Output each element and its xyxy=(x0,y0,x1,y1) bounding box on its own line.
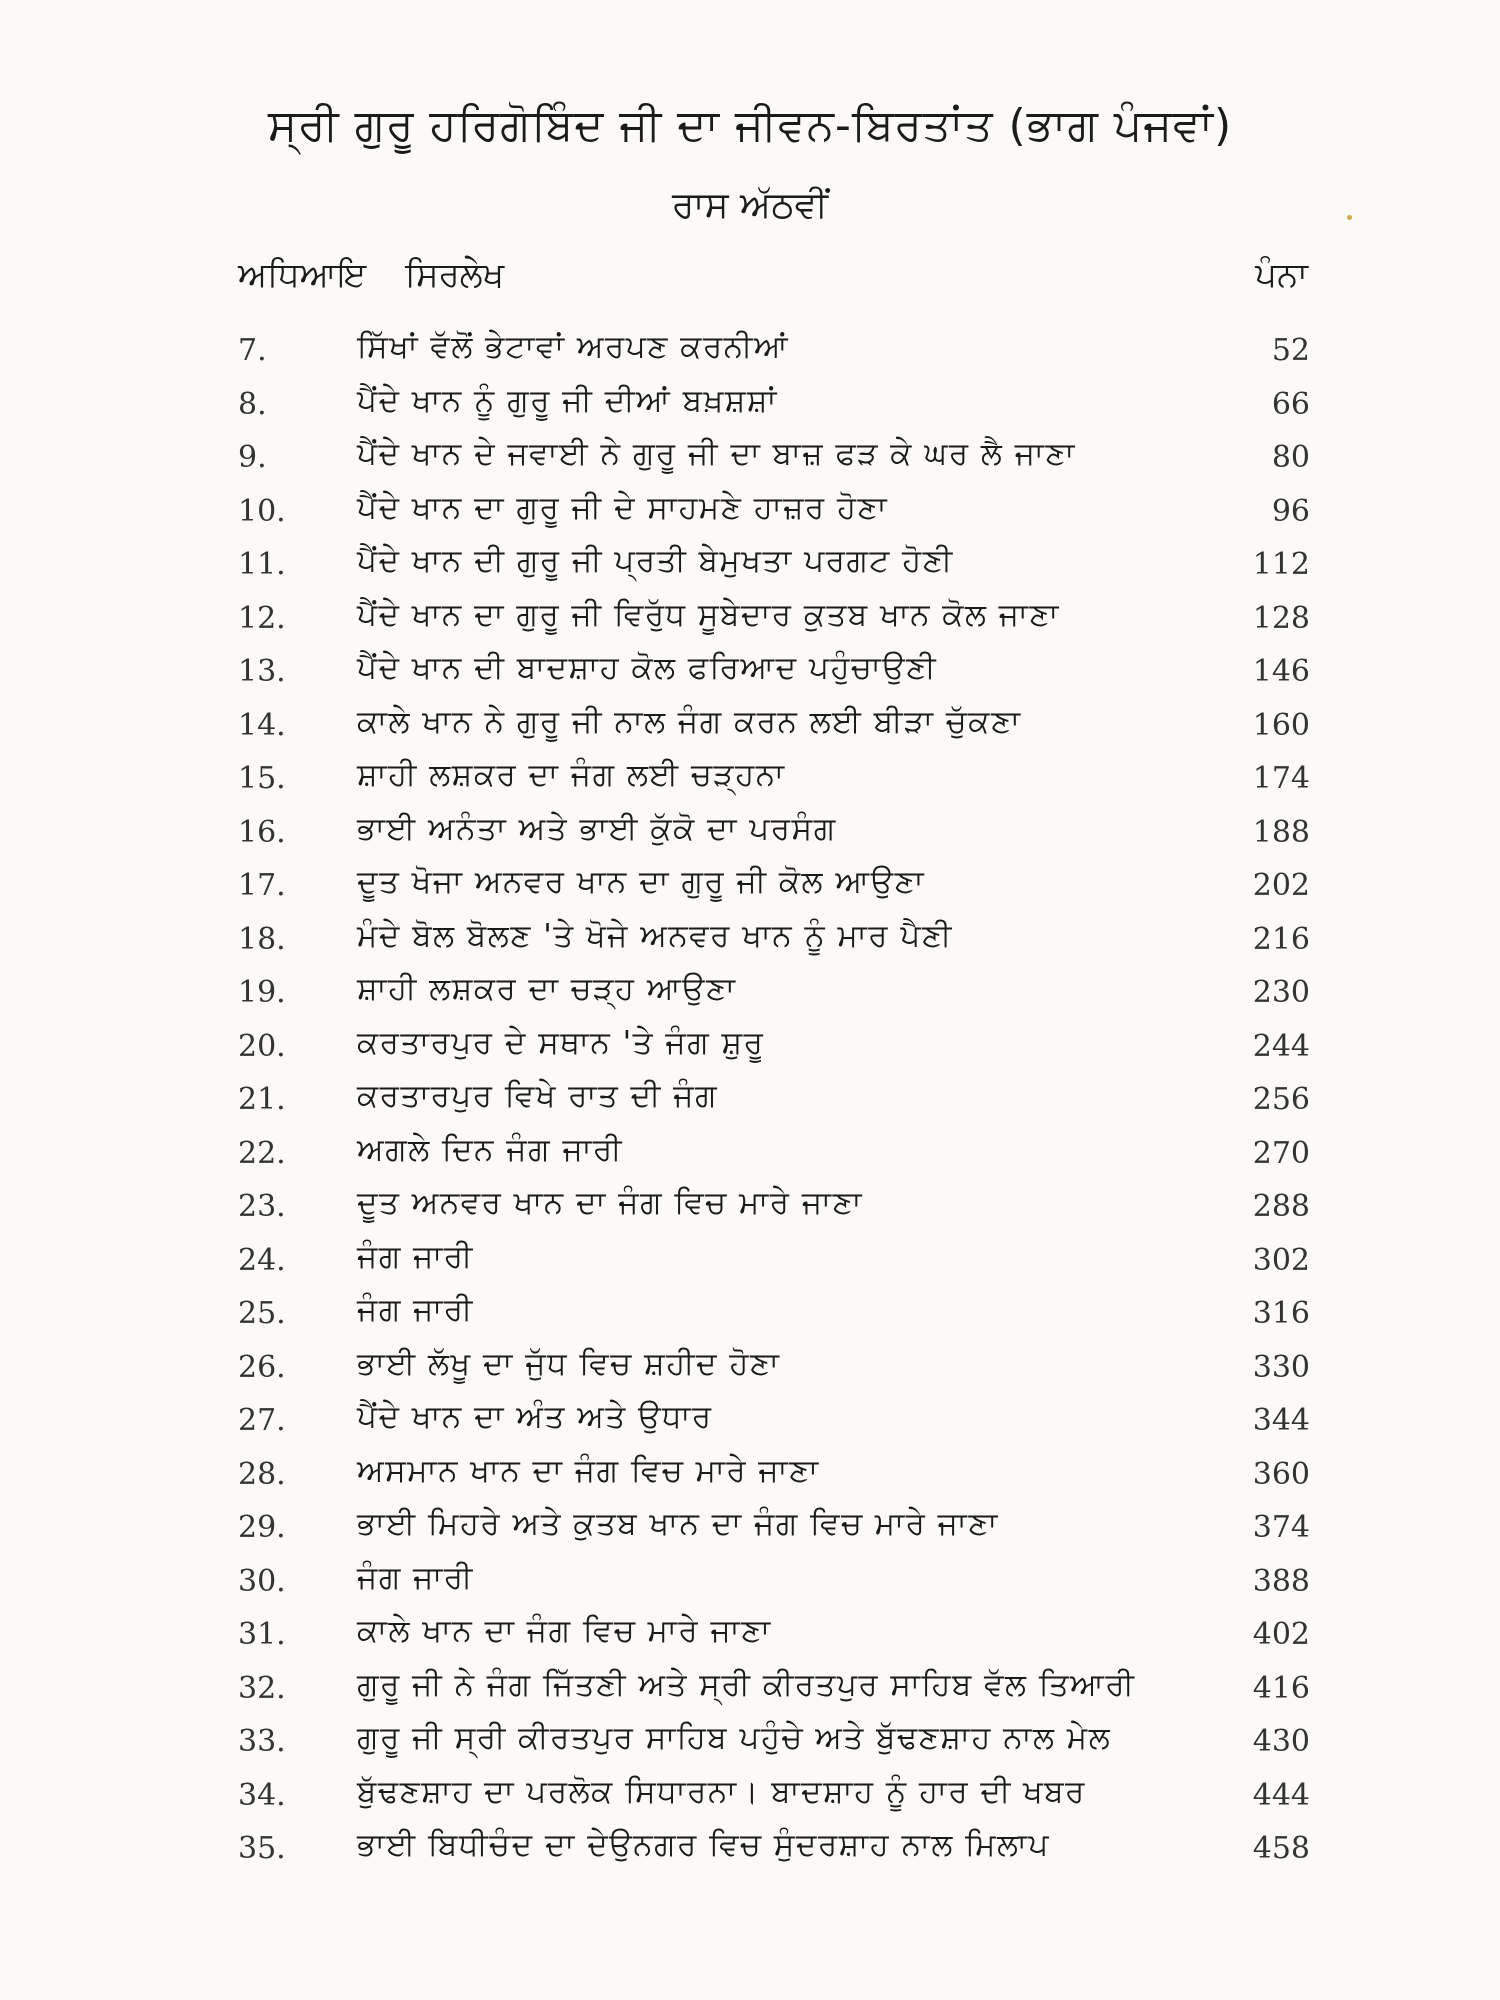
page-number: 128 xyxy=(1252,600,1310,636)
toc-entry xyxy=(0,1395,1500,1449)
page-number: 316 xyxy=(1252,1296,1310,1331)
toc-entry xyxy=(0,700,1500,754)
chapter-number: 9. xyxy=(238,440,267,475)
chapter-title: ਗੁਰੂ ਜੀ ਨੇ ਜੰਗ ਜਿੱਤਣੀ ਅਤੇ ਸ੍ਰੀ ਕੀਰਤਪੁਰ ਸਾਹਿਬ ਵੱਲ ਤਿਆਰੀ xyxy=(357,1666,1136,1703)
chapter-number: 17. xyxy=(238,868,286,903)
toc-entry xyxy=(0,860,1500,914)
page-number: 302 xyxy=(1252,1242,1310,1278)
page-number: 188 xyxy=(1252,814,1310,850)
page-number: 444 xyxy=(1252,1777,1310,1813)
chapter-number: 24. xyxy=(238,1242,286,1278)
chapter-title: ਕਾਲੇ ਖਾਨ ਨੇ ਗੁਰੂ ਜੀ ਨਾਲ ਜੰਗ ਕਰਨ ਲਈ ਬੀੜਾ ਚੁੱਕਣਾ xyxy=(357,703,1022,740)
toc-entry xyxy=(0,379,1500,433)
chapter-number: 12. xyxy=(238,600,286,636)
column-header-chapter: ਅਧਿਆਇ xyxy=(238,255,367,295)
chapter-title: ਕਾਲੇ ਖਾਨ ਦਾ ਜੰਗ ਵਿਚ ਮਾਰੇ ਜਾਣਾ xyxy=(357,1613,772,1649)
toc-entry xyxy=(0,1663,1500,1717)
toc-entry xyxy=(0,486,1500,540)
page-number: 202 xyxy=(1252,868,1310,903)
toc-entry xyxy=(0,967,1500,1021)
toc-entry xyxy=(0,807,1500,861)
chapter-number: 33. xyxy=(238,1724,286,1759)
chapter-title: ਭਾਈ ਮਿਹਰੇ ਅਤੇ ਕੁਤਬ ਖਾਨ ਦਾ ਜੰਗ ਵਿਚ ਮਾਰੇ ਜਾਣਾ xyxy=(357,1506,999,1542)
page-number: 174 xyxy=(1252,761,1310,796)
chapter-title: ਗੁਰੂ ਜੀ ਸ੍ਰੀ ਕੀਰਤਪੁਰ ਸਾਹਿਬ ਪਹੁੰਚੇ ਅਤੇ ਬੁੱਢਣਸ਼ਾਹ ਨਾਲ ਮੇਲ xyxy=(357,1720,1112,1756)
chapter-number: 21. xyxy=(238,1082,286,1117)
chapter-number: 16. xyxy=(238,814,286,850)
chapter-number: 34. xyxy=(238,1777,286,1813)
chapter-title: ਜੰਗ ਜਾਰੀ xyxy=(357,1559,474,1596)
page-number: 374 xyxy=(1252,1510,1310,1545)
chapter-title: ਸ਼ਾਹੀ ਲਸ਼ਕਰ ਦਾ ਚੜ੍ਹ ਆਉਣਾ xyxy=(357,971,737,1007)
page-number: 52 xyxy=(1271,333,1310,368)
chapter-title: ਬੁੱਢਣਸ਼ਾਹ ਦਾ ਪਰਲੋਕ ਸਿਧਾਰਨਾ। ਬਾਦਸ਼ਾਹ ਨੂੰ ਹਾਰ ਦੀ ਖਬਰ xyxy=(357,1773,1086,1810)
chapter-number: 28. xyxy=(238,1456,286,1492)
chapter-number: 8. xyxy=(238,386,267,422)
chapter-number: 11. xyxy=(238,547,286,582)
toc-entry xyxy=(0,914,1500,968)
toc-entry xyxy=(0,1342,1500,1396)
book-title: ਸ੍ਰੀ ਗੁਰੂ ਹਰਿਗੋਬਿੰਦ ਜੀ ਦਾ ਜੀਵਨ-ਬਿਰਤਾਂਤ (ਭਾਗ ਪੰਜਵਾਂ) xyxy=(267,100,1233,151)
chapter-title: ਪੈਂਦੇ ਖਾਨ ਦਾ ਗੁਰੂ ਜੀ ਦੇ ਸਾਹਮਣੇ ਹਾਜ਼ਰ ਹੋਣਾ xyxy=(357,489,889,526)
chapter-number: 27. xyxy=(238,1403,286,1438)
chapter-title: ਭਾਈ ਬਿਧੀਚੰਦ ਦਾ ਦੇਉਨਗਰ ਵਿਚ ਸੁੰਦਰਸ਼ਾਹ ਨਾਲ ਮਿਲਾਪ xyxy=(357,1827,1050,1863)
paper-speck xyxy=(1347,215,1352,220)
page-number: 112 xyxy=(1252,547,1310,582)
chapter-title: ਕਰਤਾਰਪੁਰ ਦੇ ਸਥਾਨ 'ਤੇ ਜੰਗ ਸ਼ੁਰੂ xyxy=(357,1024,765,1061)
page-number: 416 xyxy=(1252,1670,1310,1706)
chapter-number: 25. xyxy=(238,1296,286,1331)
chapter-title: ਅਗਲੇ ਦਿਨ ਜੰਗ ਜਾਰੀ xyxy=(357,1131,624,1168)
page-number: 244 xyxy=(1252,1028,1310,1064)
toc-entry xyxy=(0,325,1500,379)
toc-entry xyxy=(0,1074,1500,1128)
chapter-number: 31. xyxy=(238,1617,286,1652)
chapter-number: 26. xyxy=(238,1349,286,1385)
chapter-number: 18. xyxy=(238,921,286,957)
chapter-title: ਪੈਂਦੇ ਖਾਨ ਦੇ ਜਵਾਈ ਨੇ ਗੁਰੂ ਜੀ ਦਾ ਬਾਜ਼ ਫੜ ਕੇ ਘਰ ਲੈ ਜਾਣਾ xyxy=(357,436,1076,472)
toc-entry xyxy=(0,432,1500,486)
chapter-number: 35. xyxy=(238,1831,286,1866)
page-number: 160 xyxy=(1252,707,1310,743)
page-number: 430 xyxy=(1252,1724,1310,1759)
toc-entry xyxy=(0,1235,1500,1289)
toc-entry xyxy=(0,1181,1500,1235)
page-number: 360 xyxy=(1252,1456,1310,1492)
chapter-title: ਪੈਂਦੇ ਖਾਨ ਦਾ ਅੰਤ ਅਤੇ ਉਧਾਰ xyxy=(357,1399,713,1435)
chapter-number: 29. xyxy=(238,1510,286,1545)
chapter-number: 14. xyxy=(238,707,286,743)
chapter-number: 20. xyxy=(238,1028,286,1064)
page-number: 256 xyxy=(1252,1082,1310,1117)
page-number: 230 xyxy=(1252,975,1310,1010)
toc-entry xyxy=(0,1823,1500,1877)
page-number: 80 xyxy=(1271,440,1310,475)
toc-entry xyxy=(0,1609,1500,1663)
chapter-title: ਪੈਂਦੇ ਖਾਨ ਦਾ ਗੁਰੂ ਜੀ ਵਿਰੁੱਧ ਸੂਬੇਦਾਰ ਕੁਤਬ ਖਾਨ ਕੋਲ ਜਾਣਾ xyxy=(357,596,1060,633)
page-number: 330 xyxy=(1252,1349,1310,1385)
page-number: 344 xyxy=(1252,1403,1310,1438)
book-subtitle: ਰਾਸ ਅੱਠਵੀਂ xyxy=(671,185,829,226)
toc-entry xyxy=(0,1449,1500,1503)
toc-entry xyxy=(0,1128,1500,1182)
chapter-title: ਦੂਤ ਅਨਵਰ ਖਾਨ ਦਾ ਜੰਗ ਵਿਚ ਮਾਰੇ ਜਾਣਾ xyxy=(357,1185,864,1221)
chapter-title: ਭਾਈ ਲੱਖੂ ਦਾ ਜੁੱਧ ਵਿਚ ਸ਼ਹੀਦ ਹੋਣਾ xyxy=(357,1345,781,1382)
page-number: 388 xyxy=(1252,1563,1310,1599)
toc-entry xyxy=(0,593,1500,647)
chapter-number: 13. xyxy=(238,654,286,689)
toc-entry xyxy=(0,1716,1500,1770)
toc-entry xyxy=(0,1556,1500,1610)
chapter-number: 15. xyxy=(238,761,286,796)
toc-entry xyxy=(0,646,1500,700)
toc-entry xyxy=(0,1502,1500,1556)
page-number: 270 xyxy=(1252,1135,1310,1171)
chapter-title: ਜੰਗ ਜਾਰੀ xyxy=(357,1238,474,1275)
chapter-title: ਸਿੱਖਾਂ ਵੱਲੋਂ ਭੇਟਾਵਾਂ ਅਰਪਣ ਕਰਨੀਆਂ xyxy=(357,329,790,365)
chapter-number: 19. xyxy=(238,975,286,1010)
chapter-title: ਜੰਗ ਜਾਰੀ xyxy=(357,1292,474,1328)
chapter-title: ਦੂਤ ਖੋਜਾ ਅਨਵਰ ਖਾਨ ਦਾ ਗੁਰੂ ਜੀ ਕੋਲ ਆਉਣਾ xyxy=(357,864,926,900)
chapter-title: ਸ਼ਾਹੀ ਲਸ਼ਕਰ ਦਾ ਜੰਗ ਲਈ ਚੜ੍ਹਨਾ xyxy=(357,757,786,793)
table-of-contents xyxy=(0,325,1500,1877)
page-number: 96 xyxy=(1271,493,1310,529)
toc-entry xyxy=(0,539,1500,593)
chapter-number: 7. xyxy=(238,333,267,368)
page-number: 146 xyxy=(1252,654,1310,689)
page-number: 458 xyxy=(1252,1831,1310,1866)
column-header-page: ਪੰਨਾ xyxy=(1255,255,1308,295)
chapter-number: 23. xyxy=(238,1189,286,1224)
page-number: 66 xyxy=(1271,386,1310,422)
chapter-number: 22. xyxy=(238,1135,286,1171)
column-header-heading: ਸਿਰਲੇਖ xyxy=(405,255,505,295)
page-number: 288 xyxy=(1252,1189,1310,1224)
chapter-title: ਅਸਮਾਨ ਖਾਨ ਦਾ ਜੰਗ ਵਿਚ ਮਾਰੇ ਜਾਣਾ xyxy=(357,1452,820,1489)
chapter-number: 30. xyxy=(238,1563,286,1599)
toc-entry xyxy=(0,1770,1500,1824)
chapter-title: ਪੈਂਦੇ ਖਾਨ ਨੂੰ ਗੁਰੂ ਜੀ ਦੀਆਂ ਬਖ਼ਸ਼ਸ਼ਾਂ xyxy=(357,382,778,419)
chapter-title: ਭਾਈ ਅਨੰਤਾ ਅਤੇ ਭਾਈ ਕੁੱਕੋ ਦਾ ਪਰਸੰਗ xyxy=(357,810,837,847)
chapter-number: 32. xyxy=(238,1670,286,1706)
chapter-title: ਮੰਦੇ ਬੋਲ ਬੋਲਣ 'ਤੇ ਖੋਜੇ ਅਨਵਰ ਖਾਨ ਨੂੰ ਮਾਰ ਪੈਣੀ xyxy=(357,917,953,954)
chapter-title: ਕਰਤਾਰਪੁਰ ਵਿਖੇ ਰਾਤ ਦੀ ਜੰਗ xyxy=(357,1078,719,1114)
chapter-title: ਪੈਂਦੇ ਖਾਨ ਦੀ ਗੁਰੂ ਜੀ ਪ੍ਰਤੀ ਬੇਮੁਖਤਾ ਪਰਗਟ ਹੋਣੀ xyxy=(357,543,954,579)
toc-entry xyxy=(0,753,1500,807)
page-number: 216 xyxy=(1252,921,1310,957)
chapter-number: 10. xyxy=(238,493,286,529)
toc-entry xyxy=(0,1288,1500,1342)
chapter-title: ਪੈਂਦੇ ਖਾਨ ਦੀ ਬਾਦਸ਼ਾਹ ਕੋਲ ਫਰਿਆਦ ਪਹੁੰਚਾਉਣੀ xyxy=(357,650,938,686)
page-number: 402 xyxy=(1252,1617,1310,1652)
toc-entry xyxy=(0,1021,1500,1075)
